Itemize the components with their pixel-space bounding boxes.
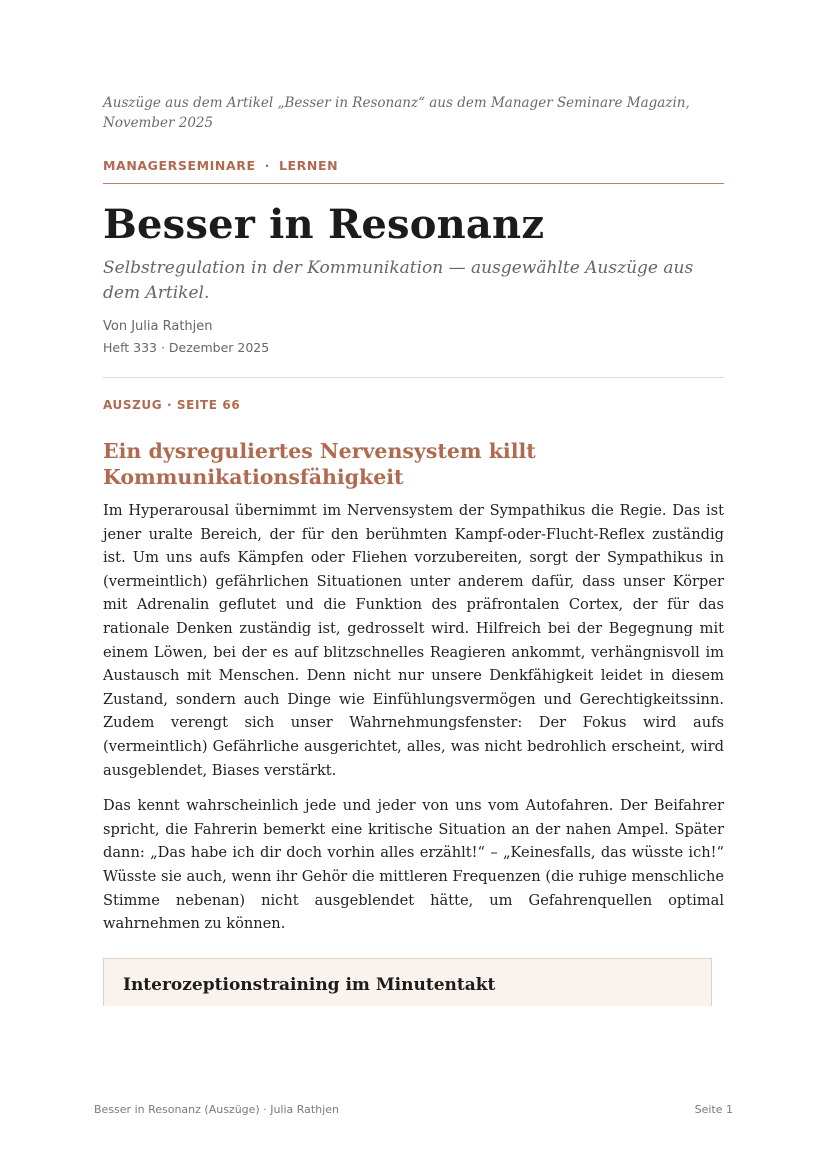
issue-info: Heft 333 · Dezember 2025 <box>103 340 270 355</box>
divider <box>103 377 724 378</box>
infobox-title: Interozeptionstraining im Minutentakt <box>123 974 496 995</box>
kicker-publication: MANAGERSEMINARE <box>103 158 256 173</box>
kicker-section: LERNEN <box>278 158 339 173</box>
byline: Von Julia Rathjen <box>103 319 213 334</box>
section-heading: Ein dysreguliertes Nervensystem killt Kommunikationsfähigkeit <box>103 439 536 489</box>
footer-left: Besser in Resonanz (Auszüge) · Julia Rathjen <box>94 1103 340 1116</box>
excerpt-label: AUSZUG · SEITE 66 <box>103 398 241 412</box>
infobox <box>103 958 712 1006</box>
page-footer <box>94 1103 733 1116</box>
body-paragraph: Das kennt wahrscheinlich jede und jeder von uns vom Autofahren. Der Beifahrer spricht, die Fahrerin bemerkt eine kritische Situation an der nahen Ampel. Später dann: „Das habe ich dir doch vorhin alles erzählt!“ – „Keinesfalls, das wüsste ich!“ Wüsste sie auch, wenn ihr Gehör die mittleren Frequenzen (die ruhige menschliche Stimme nebenan) nicht ausgeblendet hätte, um Gefahrenquellen optimal wahrnehmen zu können. <box>103 797 724 933</box>
source-note: Auszüge aus dem Artikel „Besser in Resonanz“ aus dem Manager Seminare Magazin, November 2025 <box>103 95 690 131</box>
accent-divider <box>103 183 724 184</box>
kicker <box>103 158 724 173</box>
kicker-separator: · <box>264 158 270 173</box>
body-paragraph: Im Hyperarousal übernimmt im Nervensystem der Sympathikus die Regie. Das ist jener uralte Bereich, der für den berühmten Kampf-oder-Flucht-Reflex zuständig ist. Um uns aufs Kämpfen oder Fliehen vorzubereiten, sorgt der Sympathikus in (vermeintlich) gefährlichen Situationen unter anderem dafür, dass unser Körper mit Adrenalin geflutet und die Funktion des präfrontalen Cortex, der für das rationale Denken zuständig ist, gedrosselt wird. Hilfreich bei der Begegnung mit einem Löwen, bei der es auf blitzschnelles Reagieren ankommt, verhängnisvoll im Austausch mit Menschen. Denn nicht nur unsere Denkfähigkeit leidet in diesem Zustand, sondern auch Dinge wie Einfühlungsvermögen und Gerechtigkeitssinn. Zudem verengt sich unser Wahrnehmungsfenster: Der Fokus wird aufs (vermeintlich) Gefährliche ausgerichtet, alles, was nicht bedrohlich erscheint, wird ausgeblendet, Biases verstärkt. <box>103 502 724 779</box>
article-subtitle: Selbstregulation in der Kommunikation — ausgewählte Auszüge aus dem Artikel. <box>103 258 694 303</box>
article-title: Besser in Resonanz <box>103 201 545 248</box>
page-number: Seite 1 <box>694 1103 733 1116</box>
article-page <box>103 93 724 1006</box>
